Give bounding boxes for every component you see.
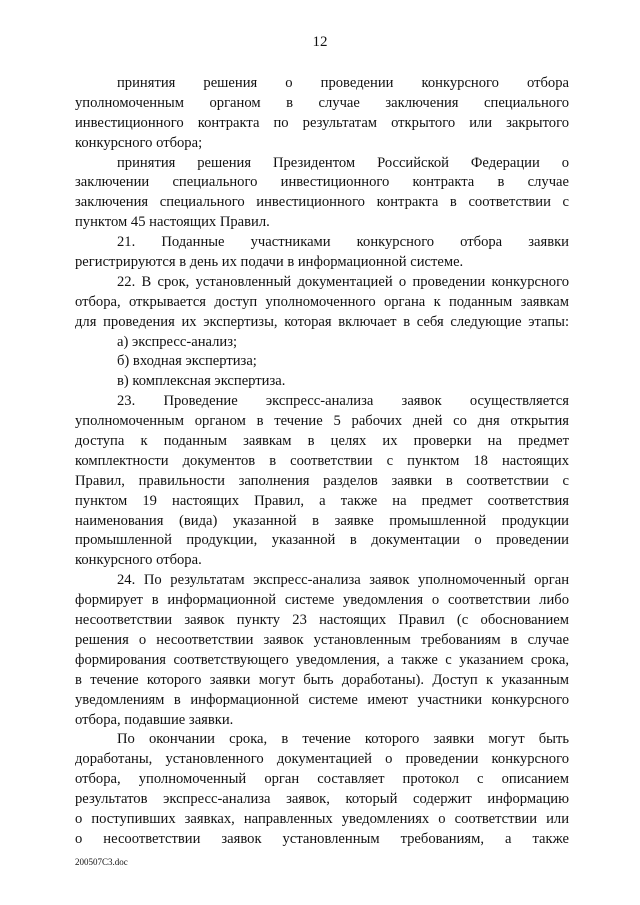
text-line: принятия решения Президентом Российской Федерации о [117, 154, 569, 171]
text-line: отбора, подавшие заявки. [75, 711, 234, 728]
text-line: пунктом 19 настоящих Правил, а также на предмет соответствия [75, 492, 569, 509]
text-line: наименования (вида) указанной в заявке промышленной продукции [75, 512, 569, 529]
text-line: комплектности документов в соответствии с пунктом 18 настоящих [75, 452, 569, 469]
text-line: отбора, уполномоченный орган составляет протокол с описанием [75, 771, 569, 788]
text-line: для проведения их экспертизы, которая включает в себя следующие этапы: [75, 313, 569, 330]
text-line: Правил, правильности заполнения разделов заявки в соответствии с [75, 472, 569, 489]
text-line: а) экспресс-анализ; [117, 333, 238, 350]
text-line: уполномоченным органом в течение 5 рабочих дней со дня открытия [75, 413, 569, 430]
text-line: несоответствии заявок пункту 23 настоящих Правил (с обоснованием [75, 612, 569, 629]
text-line: инвестиционного контракта по результатам открытого или закрытого [75, 114, 569, 131]
text-line: формирования соответствующего уведомления, а также с указанием срока, [75, 651, 569, 668]
text-line: 21. Поданные участниками конкурсного отбора заявки [117, 234, 569, 251]
text-line: 23. Проведение экспресс-анализа заявок осуществляется [117, 393, 569, 410]
text-line: отбора, открывается доступ уполномоченного органа к поданным заявкам [75, 293, 569, 310]
file-name-footer: 200507C3.doc [75, 857, 128, 867]
text-line: промышленной продукции, указанной в документации о проведении [75, 532, 569, 549]
text-line: 24. По результатам экспресс-анализа заявок уполномоченный орган [117, 572, 569, 589]
text-line: формирует в информационной системе уведомления о соответствии либо [75, 592, 569, 609]
text-line: конкурсного отбора; [75, 134, 203, 151]
text-line: результатов экспресс-анализа заявок, который содержит информацию [75, 791, 569, 808]
text-line: доработаны, установленного документацией о проведении конкурсного [75, 751, 569, 768]
text-line: доступа к поданным заявкам в целях их проверки на предмет [75, 433, 569, 450]
text-line: заключения специального инвестиционного контракта в соответствии с [75, 194, 569, 211]
text-line: заключении специального инвестиционного контракта в случае [75, 174, 569, 191]
text-line: конкурсного отбора. [75, 552, 202, 569]
text-line: о несоответствии заявок установленным требованиям, а также [75, 830, 569, 847]
text-line: в) комплексная экспертиза. [117, 373, 286, 390]
text-line: в течение которого заявки могут быть доработаны). Доступ к указанным [75, 671, 569, 688]
page-number: 12 [312, 34, 328, 50]
text-line: решения о несоответствии заявок установленным требованиям в случае [75, 631, 569, 648]
text-line: уведомлениям в информационной системе имеют участники конкурсного [75, 691, 569, 708]
text-line: б) входная экспертиза; [117, 353, 257, 370]
text-line: По окончании срока, в течение которого заявки могут быть [117, 731, 569, 748]
text-line: уполномоченным органом в случае заключения специального [75, 94, 569, 111]
text-line: 22. В срок, установленный документацией о проведении конкурсного [117, 273, 569, 290]
text-line: пунктом 45 настоящих Правил. [75, 214, 270, 231]
text-line: регистрируются в день их подачи в информационной системе. [75, 254, 464, 271]
text-line: о поступивших заявках, направленных уведомлениях о соответствии или [75, 810, 569, 827]
text-line: принятия решения о проведении конкурсного отбора [117, 75, 569, 91]
document-body [75, 74, 569, 850]
